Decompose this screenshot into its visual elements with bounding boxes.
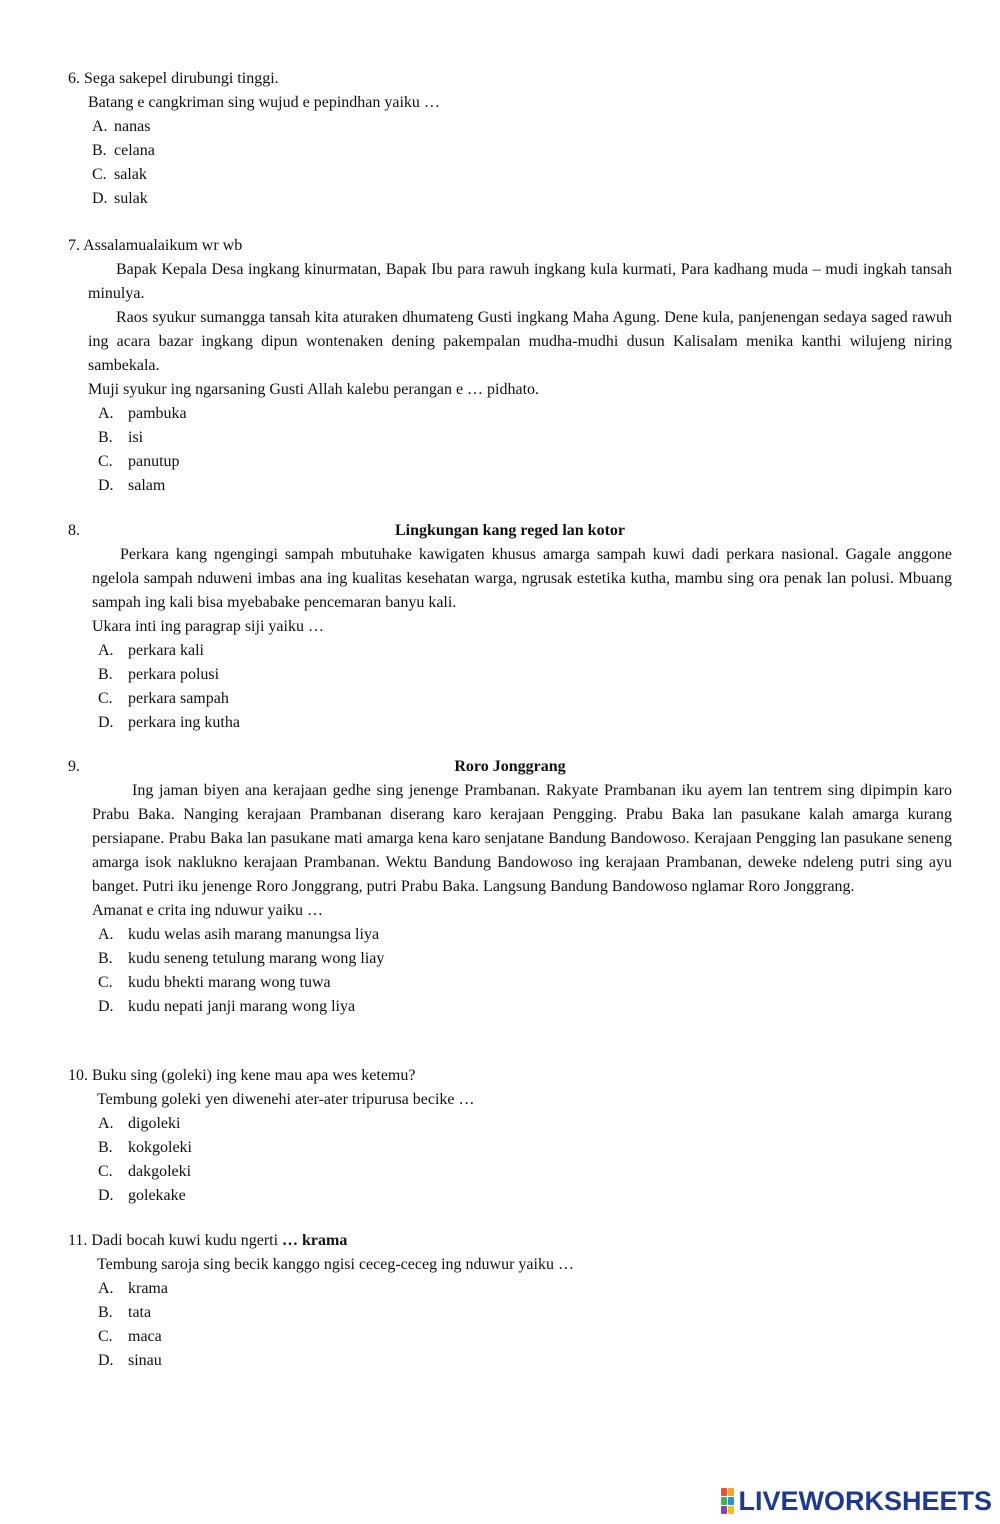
question-10-stem: Tembung goleki yen diwenehi ater-ater tripurusa becike …: [97, 1091, 475, 1108]
option[interactable]: D. kudu nepati janji marang wong liya: [98, 998, 356, 1015]
option[interactable]: A. digoleki: [98, 1115, 181, 1132]
question-9-stem: Amanat e crita ing nduwur yaiku …: [92, 902, 324, 919]
option[interactable]: B. perkara polusi: [98, 666, 220, 683]
question-11-text: 11. Dadi bocah kuwi kudu ngerti … krama: [68, 1232, 348, 1249]
option[interactable]: D. golekake: [98, 1187, 186, 1204]
option[interactable]: C. panutup: [98, 453, 180, 470]
option[interactable]: A. perkara kali: [98, 642, 204, 659]
option[interactable]: B. kokgoleki: [98, 1139, 192, 1156]
logo-block: [728, 1488, 734, 1496]
option[interactable]: A. nanas: [92, 118, 151, 135]
question-11-stem: Tembung saroja sing becik kanggo ngisi ceceg-ceceg ing nduwur yaiku …: [97, 1256, 574, 1273]
option[interactable]: D. perkara ing kutha: [98, 714, 240, 731]
question-10-text: 10. Buku sing (goleki) ing kene mau apa wes ketemu?: [68, 1067, 416, 1084]
option[interactable]: D. sinau: [98, 1352, 162, 1369]
question-10: [68, 1064, 952, 1208]
question-8-number: 8.: [68, 522, 80, 539]
logo-block: [721, 1488, 727, 1496]
logo-text: LIVEWORKSHEETS: [738, 1486, 992, 1516]
logo-block: [721, 1497, 727, 1505]
option[interactable]: C. maca: [98, 1328, 162, 1345]
option[interactable]: B. tata: [98, 1304, 152, 1321]
question-6-text: 6. Sega sakepel dirubungi tinggi.: [68, 70, 279, 87]
option[interactable]: C. perkara sampah: [98, 690, 229, 707]
question-8-paragraph: Perkara kang ngengingi sampah mbutuhake kawigaten khusus amarga sampah kuwi dadi perkara nasional. Gagale anggone ngelola sampah nduweni imbas ana ing kualitas kesehatan warga, ngrusak estetika kutha, mambu sing ora penak lan polusi. Mbuang sampah ing kali bisa myebabake pencemaran banyu kali.: [92, 546, 952, 611]
liveworksheets-logo: [721, 1484, 992, 1518]
question-8-stem: Ukara inti ing paragrap siji yaiku …: [92, 618, 324, 635]
question-8-title: Lingkungan kang reged lan kotor: [395, 522, 625, 539]
question-9-paragraph: Ing jaman biyen ana kerajaan gedhe sing jenenge Prambanan. Rakyate Prambanan iku ayem lan tentrem sing dipimpin karo Prabu Baka. Nanging kerajaan Prambanan diserang karo kerajaan Pengging. Prabu Baka lan pasukane kalah amarga kurang persiapane. Prabu Baka lan pasukane mati amarga kena karo senjatane Bandung Bandowoso. Kerajaan Pengging lan pasukane seneng amarga isok naklukno kerajaan Prambanan. Wektu Bandung Bandowoso ing kerajaan Prambanan, deweke ndeleng putri sing ayu banget. Putri iku jenenge Roro Jonggrang, putri Prabu Baka. Langsung Bandung Bandowoso nglamar Roro Jonggrang.: [92, 782, 952, 895]
question-7-paragraph-2: Raos syukur sumangga tansah kita aturaken dhumateng Gusti ingkang Maha Agung. Dene kula, panjenengan sedaya saged rawuh ing acara bazar ingkang dipun wontenaken dening pakempalan mudha-mudhi dusun Kalisalam menika kanthi wilujeng niring sambekala.: [88, 309, 952, 374]
option[interactable]: A. kudu welas asih marang manungsa liya: [98, 926, 380, 943]
question-11-blank: … krama: [282, 1232, 348, 1249]
question-6: [68, 67, 952, 211]
option[interactable]: A. pambuka: [98, 405, 187, 422]
question-7: [68, 234, 952, 498]
option[interactable]: A. krama: [98, 1280, 168, 1297]
logo-block: [721, 1506, 727, 1514]
option[interactable]: C. salak: [92, 166, 147, 183]
question-7-paragraph-1: Bapak Kepala Desa ingkang kinurmatan, Bapak Ibu para rawuh ingkang kula kurmati, Para kadhang muda – mudi ingkah tansah minulya.: [88, 261, 952, 302]
logo-mark-icon: [721, 1488, 734, 1514]
option[interactable]: C. kudu bhekti marang wong tuwa: [98, 974, 331, 991]
option[interactable]: B. celana: [92, 142, 155, 159]
question-9-title: Roro Jonggrang: [454, 758, 566, 775]
question-7-stem: Muji syukur ing ngarsaning Gusti Allah kalebu perangan e … pidhato.: [88, 381, 540, 398]
option[interactable]: C. dakgoleki: [98, 1163, 192, 1180]
logo-block: [728, 1506, 734, 1514]
question-11: [68, 1229, 952, 1373]
question-9-header: [68, 755, 952, 779]
option[interactable]: B. kudu seneng tetulung marang wong liay: [98, 950, 385, 967]
logo-block: [728, 1497, 734, 1505]
question-7-text: 7. Assalamualaikum wr wb: [68, 237, 243, 254]
option[interactable]: B. isi: [98, 429, 144, 446]
question-9: [68, 755, 952, 1019]
question-9-number: 9.: [68, 758, 80, 775]
option[interactable]: D. sulak: [92, 190, 148, 207]
question-8: [68, 519, 952, 735]
option[interactable]: D. salam: [98, 477, 166, 494]
question-6-stem: Batang e cangkriman sing wujud e pepindhan yaiku …: [88, 94, 440, 111]
question-8-header: [68, 519, 952, 543]
